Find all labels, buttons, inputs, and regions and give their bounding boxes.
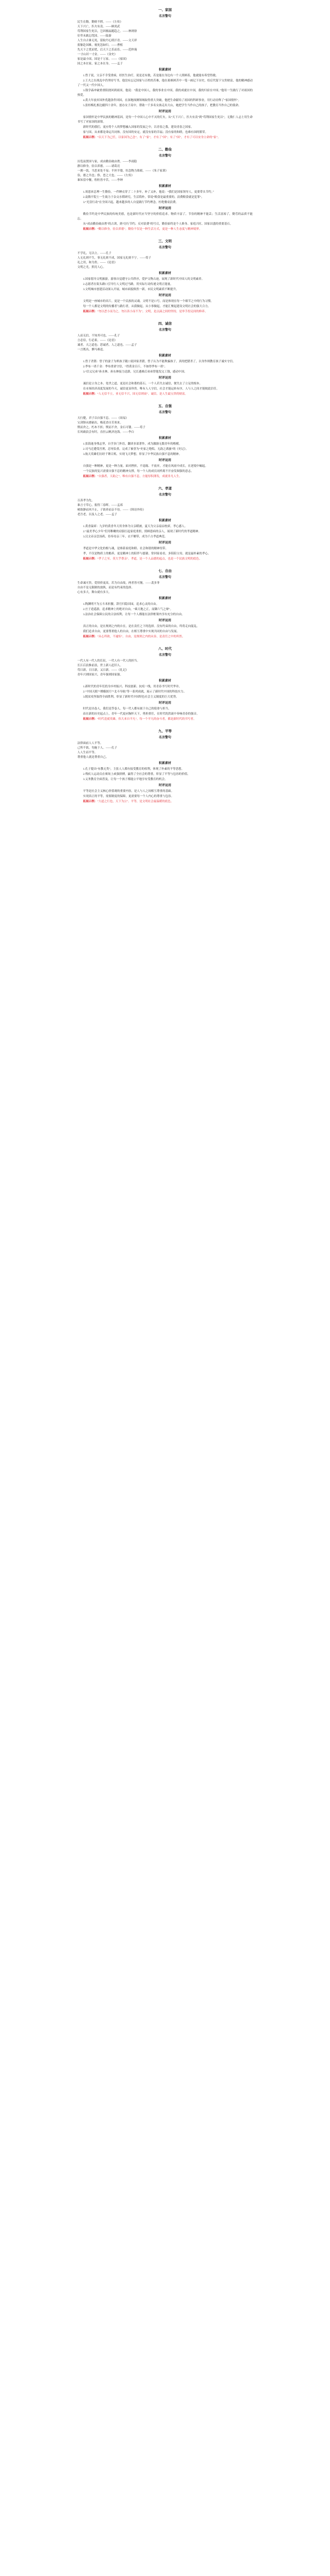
section (77, 568, 253, 643)
section-spacer (77, 640, 253, 643)
quote-line: 锲而舍之，朽木不折；锲而不舍，金石可镂。——荀子 (77, 426, 146, 429)
quote-line: 人无礼则不生，事无礼则不成，国家无礼则不宁。——荀子 (77, 257, 152, 260)
section-title: 五、自强 (158, 404, 172, 408)
material-paragraph: 3.汉文帝亲尝汤药，侍奉母亲三年，衣不解带，成为千古孝道典范。 (83, 535, 168, 538)
section (77, 239, 253, 318)
subsection-title-commentary: 时评运用 (158, 459, 171, 462)
quote-line: 百善孝为先。 (77, 499, 95, 502)
section-spacer (77, 480, 253, 483)
highlight-label: 拓展示例： (83, 557, 97, 561)
quote-line: 一代人有一代人的长征，一代人有一代人的担当。 (77, 659, 140, 663)
subsection-title-quotes: 名言警句 (158, 15, 171, 18)
material-paragraph: 1.张海迪身残志坚，自学多门外语，翻译多部著作，成为激励无数青年的楷模。 (83, 443, 182, 446)
quote-line: 谁言寸草心，报得三春晖。——孟郊 (77, 504, 123, 507)
section-title: 七、自由 (158, 569, 172, 573)
highlight-text: “孝子之至，莫大乎尊亲”。孝道，是一个人品德的起点，也是一个民族文明的底色。 (97, 557, 202, 561)
section (77, 728, 253, 808)
quote-line: 天行健，君子以自强不息。——《周易》 (77, 417, 129, 420)
quote-line: 心有多大，舞台就有多大。 (77, 591, 112, 594)
highlight-example (77, 635, 253, 639)
quote-line: 人生自古谁无死，留取丹心照汗青。——文天祥 (77, 39, 137, 42)
subsection-title-material: 积累素材 (158, 272, 171, 275)
subsection-title-quotes: 名言警句 (158, 736, 171, 739)
material-paragraph: 3.义务教育全面普及，让每一个孩子都能公平地享有受教育的机会。 (83, 778, 168, 781)
commentary-paragraph: 每一个人都是文明的传播者与践行者，从我做起，从小事做起，才能汇聚起建设文明社会的强大合力。 (83, 305, 211, 308)
commentary-paragraph: 我们追求自由，更要尊重他人的自由，在相互尊重中实现共同的自由与发展。 (83, 630, 180, 633)
subsection-title-commentary: 时评运用 (158, 207, 171, 210)
commentary-paragraph: 真正的自由，是在规则之内的自在，是在责任之下的选择。没有约束的自由，终将走向混乱。 (83, 625, 200, 628)
quote-line: 长江后浪推前浪，世上新人赶旧人。 (77, 664, 123, 667)
highlight-text: “时代造就英雄，伟大来自平凡”。每一个平凡的奋斗者，都是新时代的书写者。 (97, 718, 196, 721)
highlight-text: “勿以恶小而为之，勿以善小而不为”。文明，是点滴之间的坚持，是举手投足间的修养。 (97, 310, 208, 313)
section (77, 646, 253, 725)
material-paragraph: 1.孔子提出“有教无类”，主张人人都有接受教育的权利，体现了朴素的平等思想。 (83, 768, 185, 771)
highlight-text: “以天下为己任，以家国为己念”。有了“家”，才有了“国”；有了“国”，才有了可以安身立命的“家”。 (97, 136, 221, 139)
subsection-title-commentary: 时评运用 (158, 377, 171, 380)
quote-line: 树欲静而风不止，子欲养而亲不待。——《韩诗外传》 (77, 509, 146, 512)
quote-line: 宝剑锋从磨砺出，梅花香自苦寒来。 (77, 421, 123, 425)
section-title: 六、孝道 (158, 487, 172, 490)
section-spacer (77, 397, 253, 400)
subsection-title-commentary: 时评运用 (158, 294, 171, 297)
commentary-paragraph: 时代是出卷人，我们是答卷人。每一代人都有属于自己的使命与担当。 (83, 707, 171, 710)
commentary-paragraph: 家国情怀是中华民族的精神基因，是每一个中国人心中不灭的灯火。从“天下兴亡，匹夫有责”到“苟利国家生死以”，无数仁人志士用生命书写了对家国的深情。 (77, 116, 253, 124)
highlight-example (77, 557, 253, 562)
material-paragraph: 2.袁隆平院士一生致力于杂交水稻研究，生活简朴，常说“粮食是最重要的，浪费粮食就是犯罪”。 (83, 196, 204, 199)
quote-line: 言必信，行必果。——《论语》 (77, 339, 118, 342)
section-title: 九、平等 (158, 730, 172, 733)
highlight-label: 拓展示例： (83, 228, 97, 231)
quote-line: 人而无信，不知其可也。——孔子 (77, 334, 120, 337)
quote-line: 文明之光，照亮人心。 (77, 266, 106, 269)
highlight-text: “从心所欲，不逾矩”。自由，是规则之内的从容，是责任之中的坦然。 (97, 635, 185, 638)
material-paragraph: 3.法治社会保障公民的合法权利，让每一个人都能在法律框架内享有充分的自由。 (83, 613, 185, 616)
quote-line: 老吾老，以及人之老。——孟子 (77, 513, 118, 516)
section-spacer (77, 141, 253, 144)
commentary-paragraph: 站在新的历史起点上，青年一代更应胸怀天下，勇担重任，在时代的洪流中奏响青春的强音。 (83, 713, 200, 716)
highlight-example (77, 227, 253, 232)
section-title: 八、时代 (158, 647, 172, 651)
subsection-title-material: 积累素材 (158, 680, 171, 683)
material-paragraph: 2.“中国天眼”“嫦娥探月”“北斗导航”等一系列成就，展示了新时代中国的科技实力。 (83, 690, 187, 693)
quote-line: 人人生而平等。 (77, 751, 97, 754)
quote-line: 家是最小国，国是千万家。——《家国》 (77, 58, 129, 61)
highlight-example (77, 717, 253, 722)
highlight-label: 拓展示例： (83, 635, 97, 638)
highlight-label: 拓展示例： (83, 310, 97, 313)
highlight-label: 拓展示例： (83, 393, 97, 396)
commentary-paragraph: 自强是一种精神，更是一种力量。面对挫折，不退缩、不放弃，才能在风雨中成长，在逆境中崛起。 (83, 465, 208, 468)
material-paragraph: 3.文明城市创建活动深入开展，城市面貌焕然一新，市民文明素质不断提升。 (83, 288, 179, 291)
highlight-label: 拓展示例： (83, 800, 97, 803)
subsection-title-quotes: 名言警句 (158, 494, 171, 497)
quote-line: 己所不欲，勿施于人。——孔子 (77, 747, 118, 750)
commentary-paragraph: 孝道是中华文化的根与魂，是维系家庭和睦、社会和谐的精神纽带。 (83, 547, 169, 550)
section-title: 一、家国 (158, 8, 172, 12)
subsection-title-commentary: 时评运用 (158, 619, 171, 622)
quote-line: 尊重他人就是尊重自己。 (77, 756, 109, 759)
material-paragraph: 1.陶渊明不为五斗米折腰，辞官归隐田园，追求心灵的自由。 (83, 603, 159, 606)
commentary-paragraph: 孝，不仅是物质上的赡养，更是精神上的陪伴与慰藉。常回家看看，多陪陪父母，就是最朴素的孝心。 (83, 552, 211, 555)
subsection-title-material: 积累素材 (158, 69, 171, 72)
material-paragraph: 2.志愿者在街头路口引导行人文明过马路，用实际行动传递文明正能量。 (83, 283, 173, 286)
section-spacer (77, 722, 253, 725)
quote-line: 静以修身，俭以养德。——诸葛亮 (77, 165, 120, 168)
quote-line: 历览前贤国与家，成由勤俭破由奢。——李商隐 (77, 160, 137, 163)
section (77, 403, 253, 483)
subsection-title-quotes: 名言警句 (158, 654, 171, 657)
quote-line: 青年兴则国家兴，青年强则国家强。 (77, 673, 123, 676)
section-spacer (77, 562, 253, 565)
material-paragraph: 2.残疾人运动员在赛场上顽强拼搏，赢得了全社会的尊重，彰显了平等与包容的价值。 (83, 773, 190, 776)
subsection-title-material: 积累素材 (158, 762, 171, 765)
highlight-example (77, 392, 253, 397)
quote-line: 位卑未敢忘忧国。——陆游 (77, 35, 112, 38)
material-paragraph: 1.新时代的青年们投身乡村振兴、科技创新、抗疫一线，用青春书写时代华章。 (83, 685, 182, 688)
material-paragraph: 3.航天英雄们历经千锤百炼，实现飞天梦想，彰显了中华民族自强不息的精神。 (83, 453, 182, 456)
subsection-title-material: 积累素材 (158, 354, 171, 358)
quote-line: 天下兴亡，匹夫有责。——顾炎武 (77, 25, 120, 28)
material-paragraph: 2.王夫之在战乱中仍坚持写书，他没有忘记国家与百姓的苦难，他在艰难困苦中一笔一画记下历史，给后代留下宝贵财富，他的精神感动了一代又一代中国人。 (77, 79, 253, 87)
section-spacer (77, 805, 253, 808)
quote-line: 一粥一饭，当思来处不易；半丝半缕，恒念物力维艰。——《朱子家训》 (77, 170, 169, 173)
quote-line: 生命诚可贵，爱情价更高。若为自由故，两者皆可抛。——裴多菲 (77, 582, 160, 585)
commentary-paragraph: 新时代的我们，更应将个人的梦想融入国家的发展之中，以青春之我，建设青春之国家。 (83, 126, 194, 129)
material-paragraph: 3.钱学森冲破重重阻挠回到祖国，他说：“我是中国人，我的事业在中国，我的成就在中国，我的归宿在中国。”他用一生践行了对祖国的热爱。 (77, 89, 253, 97)
subsection-title-quotes: 名言警句 (158, 155, 171, 158)
section (77, 486, 253, 565)
material-paragraph: 3.“信义兄弟”孙水林、孙东林接力送薪，兄长遇难后弟弟替他发完工钱，感动中国。 (83, 370, 187, 374)
material-paragraph: 5.张桂梅扎根边疆四十余年，创办女子高中，帮助一千多名女孩走出大山，她把学生当作自己的孩子，把教育当作自己的使命。 (83, 104, 241, 107)
subsection-title-material: 积累素材 (158, 185, 171, 188)
highlight-text: “自强者，天助之”。唯有自强不息，方能厚积薄发，成就非凡人生。 (97, 475, 182, 478)
subsection-title-material: 积累素材 (158, 437, 171, 440)
quote-line: 谁知盘中餐，粒粒皆辛苦。——李绅 (77, 179, 123, 182)
section (77, 321, 253, 400)
section-title: 三、文明 (158, 240, 172, 243)
highlight-text: “勤以修身，俭以养德”。勤俭不仅是一种生活方式，更是一种人生态度与精神境界。 (97, 228, 202, 231)
material-paragraph: 2.季布一诺千金：季布重诺守信，“得黄金百斤，不如得季布一诺”。 (83, 365, 168, 368)
subsection-title-material: 积累素材 (158, 597, 171, 600)
quote-line: 长风破浪会有时，直挂云帆济沧海。——李白 (77, 431, 135, 434)
commentary-paragraph: 文明是一座城市的名片，更是一个民族的灵魂。文明不是口号，而是体现在每一个细节之中的行为习惯。 (83, 300, 214, 303)
quote-line: 不学礼，无以立。——孔子 (77, 252, 112, 255)
subsection-title-quotes: 名言警句 (158, 329, 171, 332)
highlight-text: “大道之行也，天下为公”。平等，是文明社会最温暖的底色。 (97, 800, 174, 803)
material-paragraph: 2.“最美孝心少年”们用稚嫩的肩膀扛起家庭重担，照顾患病的亲人，展现了新时代的孝道精神。 (83, 530, 202, 533)
quote-line: 国之本在家，家之本在身。——孟子 (77, 62, 123, 65)
commentary-paragraph: 在市场经济高度发展的今天，诚信更显珍贵。唯有人人守信，社会才能运转有序，人与人之间才能彼此信任。 (83, 387, 220, 391)
section (77, 7, 253, 144)
commentary-paragraph: 实现真正的平等，需要制度的保障，更需要每一个人内心的尊重与包容。 (83, 795, 174, 798)
subsection-title-quotes: 名言警句 (158, 576, 171, 579)
document-page (0, 0, 330, 808)
material-paragraph: 1.黄香温席：九岁的黄香冬天用身体为父亲暖被，夏天为父亲扇凉枕席，孝心感人。 (83, 525, 188, 528)
material-paragraph: 1.周恩来总理一生勤俭，一件睡衣穿了二十多年，补了又补，他说：“我们是国家领导人，更要带头节约。” (83, 191, 214, 194)
material-paragraph: 1.曾子说，父亲不幸受重病，经医生治疗，说是还有救，若是能在身边有一个人照顾着，他就能有希望得救。 (83, 74, 219, 77)
commentary-paragraph: 家与国，从来都是命运共同体。没有国的安定，就没有家的幸福；没有家的和睦，也难有国的繁荣。 (83, 131, 208, 134)
quote-line: 先天下之忧而忧，后天下之乐而乐。——范仲淹 (77, 48, 137, 52)
highlight-example (77, 474, 253, 479)
subsection-title-commentary: 时评运用 (158, 784, 171, 787)
commentary-paragraph: 一个民族的复兴需要自强不息的精神支撑，每一个人的成长同样离不开奋发图强的意志。 (83, 470, 194, 473)
quote-line: 自由不是无限制的放纵，而是有约束的选择。 (77, 586, 135, 589)
material-paragraph: 2.庄子逍遥游，追求精神上的绝对自由，“乘天地之正，而御六气之辩”。 (83, 608, 173, 611)
section-title: 二、勤俭 (158, 148, 172, 151)
subsection-title-commentary: 时评运用 (158, 541, 171, 545)
commentary-paragraph: 从“成由勤俭破由奢”的古训，到“厉行节约、反对浪费”的号召，勤俭始终是个人修身、家庭兴旺、国家昌盛的重要基石。 (83, 223, 233, 226)
quote-line: 苟日新，日日新，又日新。——《礼记》 (77, 669, 129, 672)
highlight-label: 拓展示例： (83, 475, 97, 478)
highlight-example (77, 800, 253, 804)
subsection-title-commentary: 时评运用 (158, 110, 171, 113)
commentary-paragraph: 勤俭节约是中华民族的传统美德，也是新时代应当坚守的价值追求。物质丰富了，节俭的精神不能丢；生活富裕了，勤劳的品质不能忘。 (77, 213, 253, 221)
quote-line: 诚者，天之道也；思诚者，人之道也。——孟子 (77, 344, 137, 347)
highlight-text: “人无信不立，业无信不兴，国无信则衰”。诚信，是人生最宝贵的财富。 (97, 393, 188, 396)
material-paragraph: 1.曾子杀猪：曾子的妻子为哄孩子随口说回家杀猪，曾子认为不能欺骗孩子，真的把猪杀了，以身作则教育孩子诚实守信。 (83, 360, 236, 363)
commentary-paragraph: 诚信是立身之本、处世之道，更是社会和谐的基石。一个人若失去诚信，便失去了立足的根本。 (83, 382, 203, 385)
material-paragraph: 2.司马迁遭受宫刑，忍辱负重，完成了被誉为“史家之绝唱，无韵之离骚”的《史记》。 (83, 448, 189, 451)
subsection-title-quotes: 名言警句 (158, 246, 171, 249)
quote-line: 法律面前人人平等。 (77, 742, 103, 745)
section-title: 四、诚信 (158, 322, 172, 326)
highlight-example (77, 310, 253, 314)
material-paragraph: 4.黄大年放弃国外优越条件回国，在深地探测领域取得重大突破，他把生命献给了祖国的科研事业，用行动诠释了“家国情怀”。 (83, 99, 241, 102)
subsection-title-quotes: 名言警句 (158, 411, 171, 414)
quote-line: 一寸山河一寸金。——《金史》 (77, 53, 118, 56)
commentary-paragraph: 平等是社会主义核心价值观的重要内容，是人与人之间相互尊重的基础。 (83, 790, 174, 793)
material-paragraph: 1.国家倡导文明旅游，游客自觉遵守公共秩序，爱护文物古迹，展现了新时代中国人的文明素养。 (83, 278, 205, 281)
section-spacer (77, 315, 253, 318)
subsection-title-material: 积累素材 (158, 519, 171, 522)
quote-line: 苟利国家生死以，岂因祸福避趋之。——林则徐 (77, 30, 137, 33)
highlight-label: 拓展示例： (83, 718, 97, 721)
highlight-example (77, 135, 253, 140)
quote-line: 俭，德之共也；侈，恶之大也。——《左传》 (77, 174, 135, 177)
quote-line: 捐躯赴国难，视死忽如归。——曹植 (77, 44, 123, 47)
quote-line: 民生在勤，勤则不匮。——《左传》 (77, 21, 123, 24)
quote-line: 礼之用，和为贵。——《论语》 (77, 261, 118, 264)
section-spacer (77, 232, 253, 235)
material-paragraph: 3.“光盘行动”在全国兴起，越来越多的人自觉践行节约理念，杜绝餐桌浪费。 (83, 201, 179, 204)
highlight-label: 拓展示例： (83, 136, 97, 139)
material-paragraph: 3.脱贫攻坚取得全面胜利，彰显了新时代中国特色社会主义制度的巨大优势。 (83, 696, 179, 699)
section (77, 147, 253, 235)
quote-line: 一言既出，驷马难追。 (77, 348, 106, 351)
subsection-title-commentary: 时评运用 (158, 702, 171, 705)
